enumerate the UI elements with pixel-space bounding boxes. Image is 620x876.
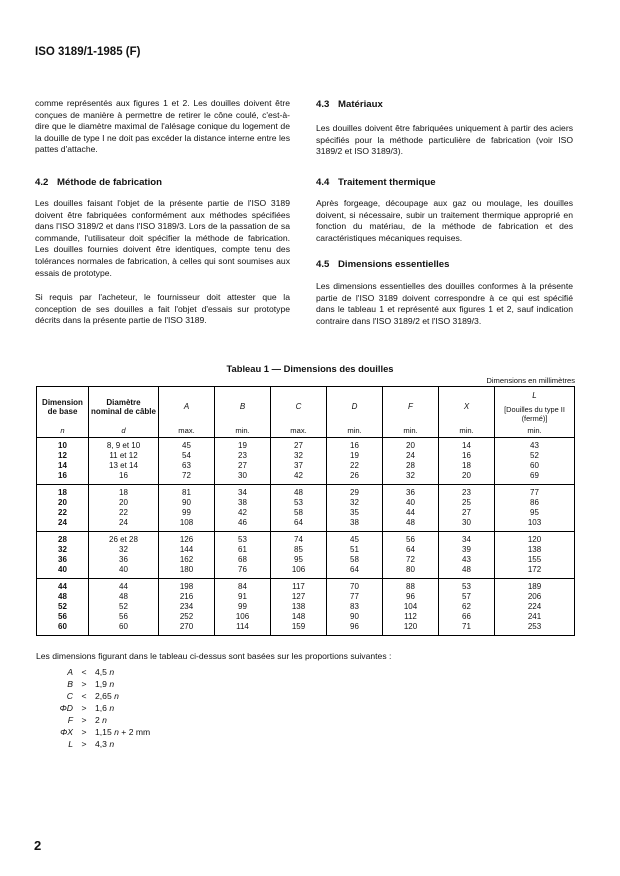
proportion-item [55, 702, 150, 714]
table-cell: 103 [495, 518, 575, 532]
table-cell: 42 [271, 471, 327, 485]
proportion-variable: n [102, 715, 107, 725]
table-cell: 20 [439, 471, 495, 485]
table-cell: 138 [271, 602, 327, 612]
proportion-value: 4,5 [95, 667, 107, 677]
proportion-symbol: C [66, 691, 73, 701]
cell-dimension-base: 56 [37, 612, 89, 622]
cell-dimension-base: 20 [37, 498, 89, 508]
table-cell: 32 [271, 451, 327, 461]
table-cell: 126 [159, 532, 215, 546]
table-cell: 83 [327, 602, 383, 612]
table-row [37, 438, 575, 452]
paragraph-materiaux: Les douilles doivent être fabriquées uniquement à partir des aciers spécifiés pour la méthode particulière de fabrication (voir ISO 3189/2 et ISO 3189/3). [316, 123, 573, 157]
table-cell: 45 [327, 532, 383, 546]
table-cell: 20 [383, 438, 439, 452]
table-cell: 27 [215, 461, 271, 471]
cell-dimension-base: 16 [37, 471, 89, 485]
proportion-variable: n [114, 727, 119, 737]
table-row [37, 498, 575, 508]
table-cell: 180 [159, 565, 215, 579]
section-title: Dimensions essentielles [338, 259, 450, 270]
paragraph-figures: comme représentés aux figures 1 et 2. Les douilles doivent être conçues de manière à permettre de retirer le cône coulé, c'est-à-dire que le diamètre maximal de l'alésage conique du logement de la douille de type I ne doit pas excéder la distance interne entre les pattes d'attache. [35, 98, 290, 155]
section-heading-4-5 [316, 259, 449, 270]
cell-dimension-base: 48 [37, 592, 89, 602]
table-cell: 42 [215, 508, 271, 518]
table-cell: 53 [439, 579, 495, 593]
cell-dimension-base: 28 [37, 532, 89, 546]
table-cell: 189 [495, 579, 575, 593]
proportion-expression [95, 703, 114, 713]
table-cell: 32 [327, 498, 383, 508]
table-cell: 22 [89, 508, 159, 518]
header-l-symbol: L [532, 390, 537, 400]
cell-dimension-base: 10 [37, 438, 89, 452]
table-cell: 36 [383, 485, 439, 499]
table-cell: 43 [495, 438, 575, 452]
table-cell: 120 [495, 532, 575, 546]
table-row [37, 612, 575, 622]
section-title: Matériaux [338, 99, 383, 110]
table-cell: 85 [271, 545, 327, 555]
subheader-f: min. [383, 426, 439, 438]
cell-dimension-base: 52 [37, 602, 89, 612]
header-x: X [439, 387, 495, 427]
table-cell: 19 [327, 451, 383, 461]
paragraph-prototype: Si requis par l'acheteur, le fournisseur doit attester que la conception de ses douilles a fait l'objet d'essais sur prototype décrits dans la présente partie de l'ISO 3189. [35, 292, 290, 326]
table-cell: 270 [159, 622, 215, 636]
table-cell: 44 [383, 508, 439, 518]
proportion-operator: > [81, 739, 87, 749]
proportion-operator: > [81, 715, 87, 725]
table-cell: 32 [383, 471, 439, 485]
table-cell: 16 [439, 451, 495, 461]
table-cell: 38 [215, 498, 271, 508]
proportion-operator: > [81, 703, 87, 713]
table-cell: 18 [89, 485, 159, 499]
proportion-variable: n [109, 679, 115, 689]
proportion-value: 1,9 [95, 679, 107, 689]
subheader-d: d [89, 426, 159, 438]
proportion-expression [95, 727, 150, 737]
table-cell: 95 [495, 508, 575, 518]
table-cell: 64 [383, 545, 439, 555]
table-cell: 112 [383, 612, 439, 622]
table-cell: 96 [327, 622, 383, 636]
table-cell: 252 [159, 612, 215, 622]
paragraph-dimensions: Les dimensions essentielles des douilles conformes à la présente partie de l'ISO 3189 doivent correspondre à ce qui est spécifié dans le tableau 1 et représenté aux figures 1 et 2, sauf indication contraire dans l'ISO 3189/2 et l'ISO 3189/3. [316, 281, 573, 326]
table-cell: 206 [495, 592, 575, 602]
table-cell: 60 [495, 461, 575, 471]
cell-dimension-base: 22 [37, 508, 89, 518]
subheader-c: max. [271, 426, 327, 438]
table-cell: 48 [89, 592, 159, 602]
table-row [37, 451, 575, 461]
table-cell: 23 [215, 451, 271, 461]
table-cell: 91 [215, 592, 271, 602]
table-cell: 28 [383, 461, 439, 471]
table-cell: 80 [383, 565, 439, 579]
section-number: 4.2 [35, 177, 49, 188]
table-caption: Tableau 1 — Dimensions des douilles [226, 363, 394, 374]
proportion-expression [95, 691, 119, 701]
header-l [495, 387, 575, 427]
table-cell: 99 [215, 602, 271, 612]
header-c: C [271, 387, 327, 427]
cell-dimension-base: 32 [37, 545, 89, 555]
table-cell: 70 [327, 579, 383, 593]
section-number: 4.3 [316, 99, 330, 110]
table-cell: 24 [383, 451, 439, 461]
subheader-d-min: min. [327, 426, 383, 438]
proportion-symbol: L [68, 739, 73, 749]
proportions-list [55, 666, 150, 750]
table-cell: 38 [327, 518, 383, 532]
proportion-value: 4,3 [95, 739, 107, 749]
table-cell: 95 [271, 555, 327, 565]
table-cell: 84 [215, 579, 271, 593]
table-cell: 148 [271, 612, 327, 622]
table-cell: 120 [383, 622, 439, 636]
proportion-variable: n [109, 667, 115, 677]
table-cell: 96 [383, 592, 439, 602]
table-cell: 35 [327, 508, 383, 518]
table-cell: 44 [89, 579, 159, 593]
proportion-operator: > [81, 727, 87, 737]
header-d: D [327, 387, 383, 427]
proportion-operator: > [81, 679, 87, 689]
table-row [37, 592, 575, 602]
table-cell: 51 [327, 545, 383, 555]
page-number: 2 [34, 838, 42, 853]
table-cell: 90 [327, 612, 383, 622]
proportion-variable: n [109, 703, 115, 713]
table-cell: 224 [495, 602, 575, 612]
table-units: Dimensions en millimètres [486, 376, 575, 385]
proportion-value: 2 [95, 715, 100, 725]
subheader-a: max. [159, 426, 215, 438]
table-cell: 18 [439, 461, 495, 471]
table-cell: 60 [89, 622, 159, 636]
table-note: Les dimensions figurant dans le tableau ci-dessus sont basées sur les proportions suivantes : [36, 651, 392, 661]
header-l-note: [Douilles du type II (fermé)] [504, 404, 565, 423]
table-cell: 74 [271, 532, 327, 546]
table-cell: 26 [327, 471, 383, 485]
proportion-value: 1,6 [95, 703, 107, 713]
table-cell: 88 [383, 579, 439, 593]
table-cell: 58 [327, 555, 383, 565]
table-cell: 61 [215, 545, 271, 555]
table-cell: 20 [89, 498, 159, 508]
table-cell: 27 [439, 508, 495, 518]
proportion-symbol: B [67, 679, 73, 689]
table-cell: 27 [271, 438, 327, 452]
table-cell: 90 [159, 498, 215, 508]
table-cell: 66 [439, 612, 495, 622]
table-cell: 26 et 28 [89, 532, 159, 546]
proportion-item [55, 690, 150, 702]
table-cell: 40 [383, 498, 439, 508]
table-cell: 76 [215, 565, 271, 579]
table-cell: 58 [271, 508, 327, 518]
subheader-n: n [37, 426, 89, 438]
table-cell: 64 [327, 565, 383, 579]
table-row [37, 555, 575, 565]
section-number: 4.5 [316, 259, 330, 270]
proportion-item [55, 738, 150, 750]
proportion-symbol: A [67, 667, 73, 677]
table-cell: 106 [215, 612, 271, 622]
proportion-operator: < [81, 667, 87, 677]
table-cell: 63 [159, 461, 215, 471]
table-cell: 69 [495, 471, 575, 485]
table-row [37, 485, 575, 499]
table-cell: 144 [159, 545, 215, 555]
table-cell: 23 [439, 485, 495, 499]
section-title: Traitement thermique [338, 177, 436, 188]
table-row [37, 461, 575, 471]
table-cell: 36 [89, 555, 159, 565]
table-cell: 72 [383, 555, 439, 565]
header-f: F [383, 387, 439, 427]
table-row [37, 518, 575, 532]
table-cell: 68 [215, 555, 271, 565]
table-cell: 234 [159, 602, 215, 612]
table-cell: 48 [271, 485, 327, 499]
table-cell: 77 [495, 485, 575, 499]
section-heading-4-3 [316, 99, 383, 110]
table-row [37, 622, 575, 636]
table-cell: 241 [495, 612, 575, 622]
section-title: Méthode de fabrication [57, 177, 163, 188]
table-cell: 117 [271, 579, 327, 593]
table-cell: 40 [89, 565, 159, 579]
proportion-expression [95, 679, 114, 689]
proportion-value: 2,65 [95, 691, 112, 701]
table-cell: 25 [439, 498, 495, 508]
table-cell: 14 [439, 438, 495, 452]
table-cell: 30 [215, 471, 271, 485]
table-cell: 64 [271, 518, 327, 532]
table-cell: 32 [89, 545, 159, 555]
cell-dimension-base: 14 [37, 461, 89, 471]
proportion-symbol: ΦX [60, 727, 73, 737]
table-cell: 43 [439, 555, 495, 565]
paragraph-traitement: Après forgeage, découpage aux gaz ou moulage, les douilles doivent, si nécessaire, subir un traitement thermique approprié en fonction du matériau, de la méthode de fabrication et des caractéristiques mécaniques requises. [316, 198, 573, 243]
table-cell: 106 [271, 565, 327, 579]
table-cell: 159 [271, 622, 327, 636]
table-cell: 62 [439, 602, 495, 612]
table-cell: 16 [89, 471, 159, 485]
table-row [37, 471, 575, 485]
table-cell: 16 [327, 438, 383, 452]
paragraph-fabrication: Les douilles faisant l'objet de la présente partie de l'ISO 3189 doivent être fabriquées conformément aux méthodes spécifiées dans l'ISO 3189/2 et dans l'ISO 3189/3. Lors de la passation de sa commande, l'utilisateur doit spécifier la méthode de fabrication. Les douilles fournies doivent être identiques, compte tenu des tolérances normales de fabrication, à celles qui sont soumises aux essais de prototype. [35, 198, 290, 278]
table-cell: 52 [495, 451, 575, 461]
table-cell: 81 [159, 485, 215, 499]
proportion-item [55, 666, 150, 678]
table-cell: 56 [383, 532, 439, 546]
table-cell: 53 [215, 532, 271, 546]
table-cell: 46 [215, 518, 271, 532]
proportion-symbol: F [67, 715, 73, 725]
table-cell: 11 et 12 [89, 451, 159, 461]
table-cell: 162 [159, 555, 215, 565]
table-cell: 138 [495, 545, 575, 555]
cell-dimension-base: 36 [37, 555, 89, 565]
table-row [37, 545, 575, 555]
proportion-item [55, 726, 150, 738]
table-cell: 108 [159, 518, 215, 532]
table-cell: 34 [215, 485, 271, 499]
table-cell: 54 [159, 451, 215, 461]
header-dimension-de-base: Dimension de base [37, 387, 89, 427]
document-header: ISO 3189/1-1985 (F) [35, 46, 141, 58]
table-row [37, 579, 575, 593]
table-cell: 22 [327, 461, 383, 471]
table-cell: 216 [159, 592, 215, 602]
section-heading-4-2 [35, 177, 162, 188]
cell-dimension-base: 24 [37, 518, 89, 532]
cell-dimension-base: 60 [37, 622, 89, 636]
cell-dimension-base: 12 [37, 451, 89, 461]
proportion-variable: n [114, 691, 119, 701]
proportion-symbol: ΦD [59, 703, 73, 713]
cell-dimension-base: 40 [37, 565, 89, 579]
table-cell: 52 [89, 602, 159, 612]
proportion-item [55, 678, 150, 690]
subheader-l: min. [495, 426, 575, 438]
table-cell: 24 [89, 518, 159, 532]
table-cell: 53 [271, 498, 327, 508]
section-number: 4.4 [316, 177, 330, 188]
proportion-value: 1,15 [95, 727, 112, 737]
table-cell: 57 [439, 592, 495, 602]
proportion-expression [95, 667, 114, 677]
table-cell: 253 [495, 622, 575, 636]
table-cell: 45 [159, 438, 215, 452]
section-heading-4-4 [316, 177, 436, 188]
table-cell: 114 [215, 622, 271, 636]
proportion-extra: + 2 mm [121, 727, 151, 737]
proportion-operator: < [81, 691, 87, 701]
table-cell: 13 et 14 [89, 461, 159, 471]
cell-dimension-base: 44 [37, 579, 89, 593]
table-cell: 72 [159, 471, 215, 485]
table-cell: 99 [159, 508, 215, 518]
header-diametre-nominal: Diamètre nominal de câble [89, 387, 159, 427]
cell-dimension-base: 18 [37, 485, 89, 499]
table-row [37, 565, 575, 579]
dimensions-table [36, 386, 575, 636]
table-cell: 86 [495, 498, 575, 508]
table-cell: 30 [439, 518, 495, 532]
table-cell: 71 [439, 622, 495, 636]
proportion-expression [95, 739, 114, 749]
table-cell: 48 [439, 565, 495, 579]
header-a: A [159, 387, 215, 427]
table-cell: 127 [271, 592, 327, 602]
subheader-b: min. [215, 426, 271, 438]
table-cell: 8, 9 et 10 [89, 438, 159, 452]
proportion-variable: n [109, 739, 115, 749]
table-cell: 29 [327, 485, 383, 499]
subheader-x: min. [439, 426, 495, 438]
table-cell: 104 [383, 602, 439, 612]
proportion-expression [95, 715, 107, 725]
table-row [37, 508, 575, 518]
table-cell: 39 [439, 545, 495, 555]
table-cell: 19 [215, 438, 271, 452]
table-cell: 37 [271, 461, 327, 471]
table-row [37, 602, 575, 612]
proportion-item [55, 714, 150, 726]
table-cell: 34 [439, 532, 495, 546]
table-cell: 172 [495, 565, 575, 579]
table-cell: 56 [89, 612, 159, 622]
table-cell: 198 [159, 579, 215, 593]
table-cell: 77 [327, 592, 383, 602]
table-cell: 155 [495, 555, 575, 565]
header-b: B [215, 387, 271, 427]
table-cell: 48 [383, 518, 439, 532]
table-row [37, 532, 575, 546]
